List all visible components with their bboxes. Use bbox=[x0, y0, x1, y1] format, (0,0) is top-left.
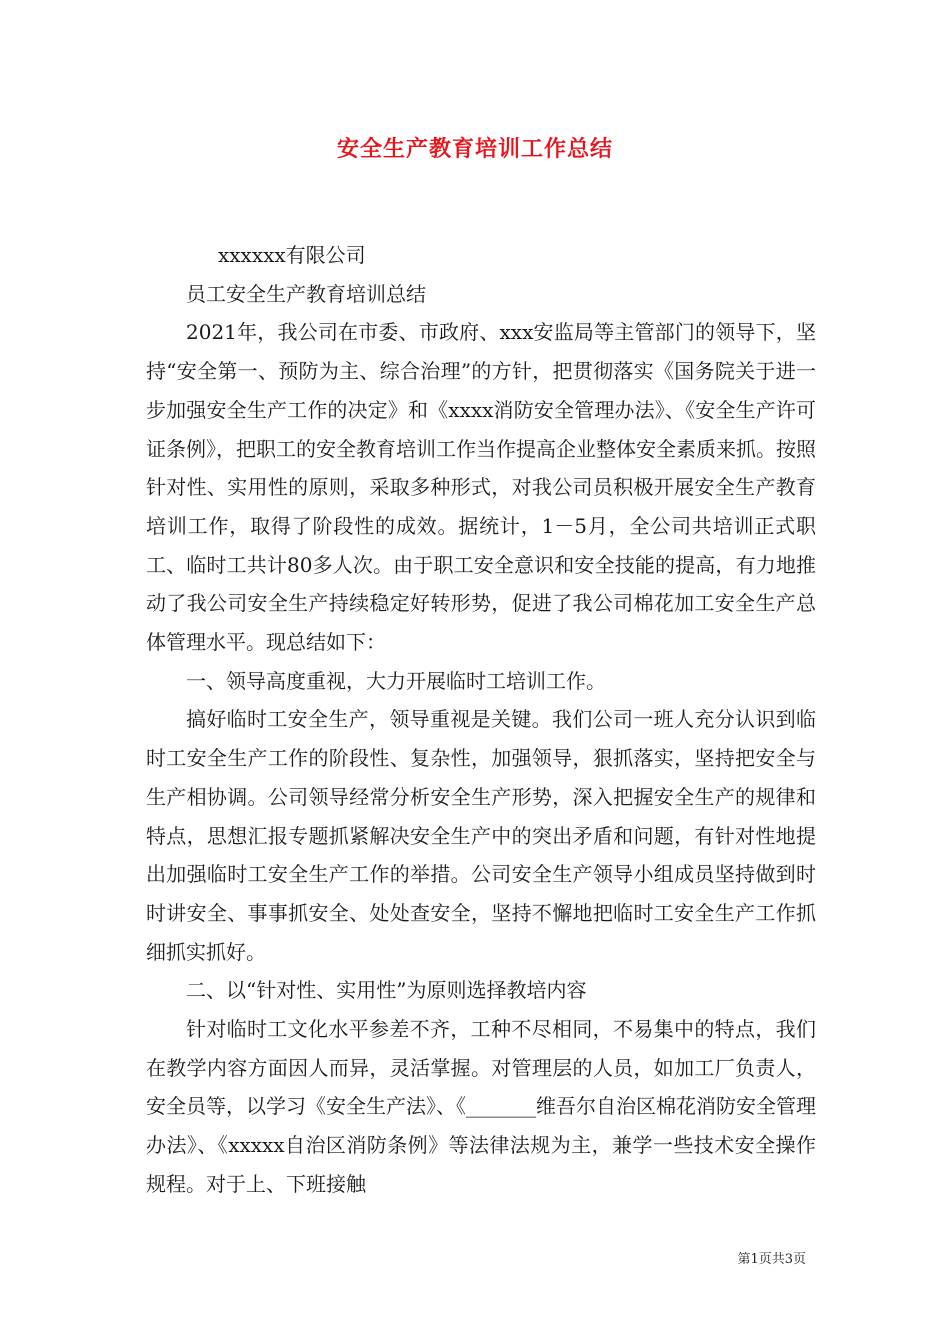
company-name: xxxxxx有限公司 bbox=[218, 243, 366, 267]
document-title: 安全生产教育培训工作总结 bbox=[336, 136, 613, 162]
section-heading-2: 二、以“针对性、实用性”为原则选择教培内容 bbox=[186, 978, 587, 1003]
section-2-paragraph: 针对临时工文化水平参差不齐，工种不尽相同，不易集中的特点，我们在教学内容方面因人而异，灵活掌握。对管理层的人员，如加工厂负责人，安全员等，以学习《安全生产法》、《_______维吾尔自治区棉花消防安全管理办法》、《xxxxx自治区消防条例》等法律法规为主，兼学一些技术安全操作规程。对于上、下班接触 bbox=[146, 1017, 816, 1196]
section-1-paragraph: 搞好临时工安全生产，领导重视是关键。我们公司一班人充分认识到临时工安全生产工作的阶段性、复杂性，加强领导，狠抓落实，坚持把安全与生产相协调。公司领导经常分析安全生产形势，深入把握安全生产的规律和特点，思想汇报专题抓紧解决安全生产中的突出矛盾和问题，有针对性地提出加强临时工安全生产工作的举措。公司安全生产领导小组成员坚持做到时时讲安全、事事抓安全、处处查安全，坚持不懈地把临时工安全生产工作抓细抓实抓好。 bbox=[146, 707, 816, 964]
page-footer: 第1页共3页 bbox=[737, 1252, 806, 1267]
document-body bbox=[146, 236, 816, 1204]
section-heading-1: 一、领导高度重视，大力开展临时工培训工作。 bbox=[186, 668, 606, 693]
subtitle-paragraph: 员工安全生产教育培训总结 bbox=[186, 281, 426, 306]
intro-paragraph: 2021年，我公司在市委、市政府、xxx安监局等主管部门的领导下，坚持“安全第一、预防为主、综合治理”的方针，把贯彻落实《国务院关于进一步加强安全生产工作的决定》和《xxxx消防安全管理办法》、《安全生产许可证条例》，把职工的安全教育培训工作当作提高企业整体安全素质来抓。按照针对性、实用性的原则，采取多种形式，对我公司员积极开展安全生产教育培训工作，取得了阶段性的成效。据统计，1－5月，全公司共培训正式职工、临时工共计80多人次。由于职工安全意识和安全技能的提高，有力地推动了我公司安全生产持续稳定好转形势，促进了我公司棉花加工安全生产总体管理水平。现总结如下： bbox=[146, 320, 816, 655]
